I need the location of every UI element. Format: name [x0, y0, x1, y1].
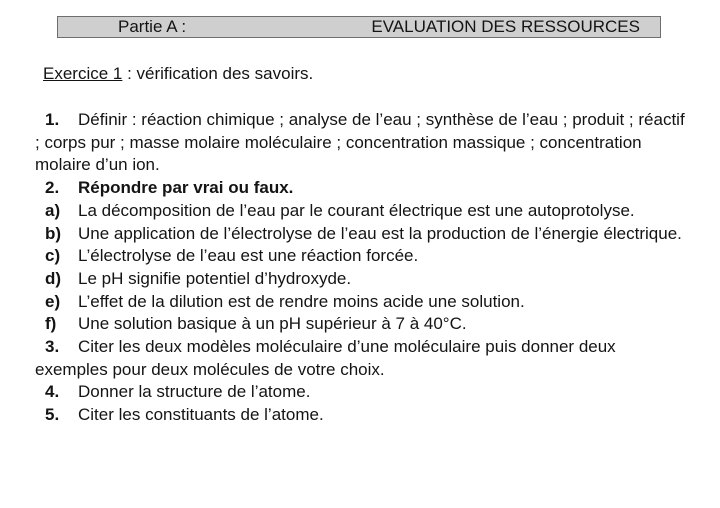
item-text: Une solution basique à un pH supérieur à 7 à 40°C.	[78, 314, 467, 334]
list-item	[35, 223, 685, 246]
item-text: L’électrolyse de l’eau est une réaction forcée.	[78, 246, 419, 266]
item-text: Répondre par vrai ou faux.	[78, 178, 294, 198]
item-label: a)	[45, 200, 61, 220]
exercise-name: Exercice 1	[43, 64, 123, 83]
item-text: Le pH signifie potentiel d’hydroxyde.	[78, 268, 352, 288]
item-text: Donner la structure de l’atome.	[78, 382, 311, 402]
item-label: d)	[45, 268, 62, 288]
list-item	[35, 404, 685, 427]
list-item	[35, 268, 685, 291]
list-item	[35, 109, 685, 177]
list-item	[35, 336, 685, 381]
item-label: 2.	[45, 178, 60, 198]
section-header-bar	[57, 16, 661, 38]
item-label: c)	[45, 246, 61, 266]
item-text: L’effet de la dilution est de rendre moins acide une solution.	[78, 291, 525, 311]
section-title: EVALUATION DES RESSOURCES	[371, 17, 640, 36]
item-label: b)	[45, 223, 62, 243]
item-label: 5.	[45, 405, 60, 425]
item-text: La décomposition de l’eau par le courant électrique est une autoprotolyse.	[78, 200, 635, 220]
item-text: Citer les constituants de l’atome.	[78, 405, 324, 425]
list-item	[35, 177, 685, 200]
item-text: Définir : réaction chimique ; analyse de l’eau ; synthèse de l’eau ; produit ; réactif ; corps pur ; masse molaire moléculaire ; concentration massique ; concentration molaire d’un ion.	[35, 110, 685, 175]
list-item	[35, 200, 685, 223]
item-label: e)	[45, 291, 61, 311]
list-item	[35, 381, 685, 404]
item-label: f)	[45, 314, 57, 334]
item-text: Citer les deux modèles moléculaire d’une moléculaire puis donner deux exemples pour deux molécules de votre choix.	[35, 337, 616, 379]
list-item	[35, 313, 685, 336]
question-list	[35, 109, 685, 427]
list-item	[35, 291, 685, 314]
item-label: 1.	[45, 110, 60, 129]
item-label: 3.	[45, 337, 60, 357]
part-label: Partie A :	[118, 17, 187, 36]
item-label: 4.	[45, 382, 60, 402]
exercise-heading	[43, 64, 313, 84]
item-text: Une application de l’électrolyse de l’eau est la production de l’énergie électrique.	[78, 223, 682, 243]
list-item	[35, 245, 685, 268]
exercise-subtitle: : vérification des savoirs.	[122, 64, 314, 83]
